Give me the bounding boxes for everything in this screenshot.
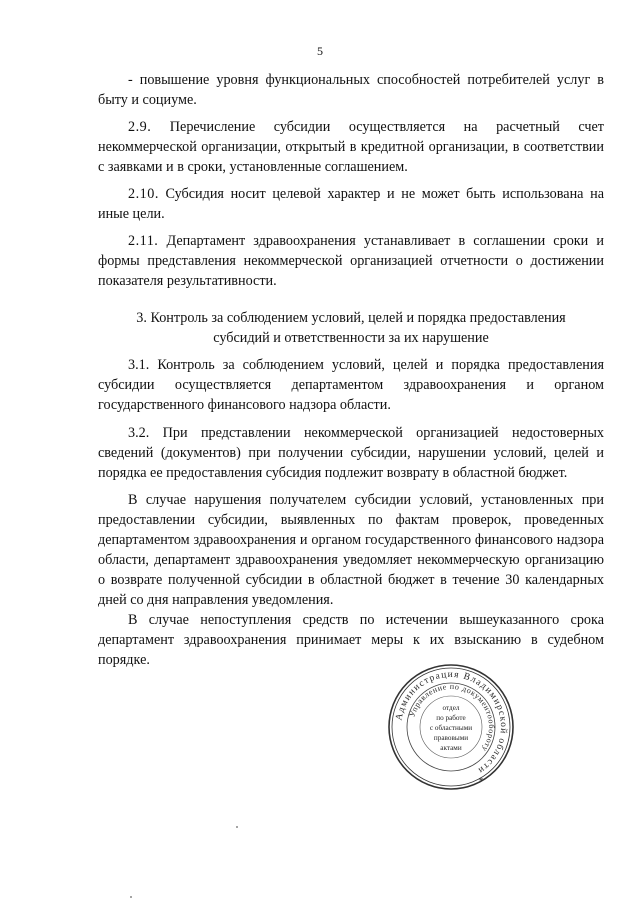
clause-text: Перечисление субсидии осуществляется на расчетный счет некоммерческой организации, открытый в кредитной организации, в соответствии с заявками и в сроки, установленные соглашением. bbox=[98, 119, 604, 175]
scan-speck bbox=[236, 826, 238, 828]
clause-text: Субсидия носит целевой характер и не может быть использована на иные цели. bbox=[98, 186, 604, 222]
paragraph-3-2: 3.2. При представлении некоммерческой организацией недостоверных сведений (документов) при получении субсидии, нарушении условий, целей и порядка ее предоставления субсидия подлежит возврату в областной бюджет. bbox=[98, 425, 604, 481]
clause-number: 2.10. bbox=[128, 186, 159, 202]
clause-text: Департамент здравоохранения устанавливает в соглашении сроки и формы представления некоммерческой организацией отчетности о достижении показателя результативности. bbox=[98, 233, 604, 289]
paragraph-2-8-item: - повышение уровня функциональных способностей потребителей услуг в быту и социуме. bbox=[98, 72, 604, 108]
stamp-star-icon: * bbox=[478, 776, 484, 786]
scan-speck bbox=[130, 896, 132, 898]
stamp-center-line: актами bbox=[440, 744, 462, 752]
stamp-center-line: отдел bbox=[442, 704, 460, 712]
page-number: 5 bbox=[317, 44, 323, 58]
stamp-center-line: по работе bbox=[436, 714, 466, 722]
paragraph-3-1: 3.1. Контроль за соблюдением условий, целей и порядка предоставления субсидии осуществляется департаментом здравоохранения и органом государственного финансового надзора области. bbox=[98, 357, 604, 413]
paragraph-3-non-receipt: В случае непоступления средств по истечении вышеуказанного срока департамент здравоохранения принимает меры к их взысканию в судебном порядке. bbox=[98, 612, 604, 668]
paragraph-2-9 bbox=[98, 117, 604, 177]
clause-number: 2.11. bbox=[128, 233, 159, 249]
stamp-seal-icon bbox=[386, 662, 516, 792]
section-heading-line: субсидий и ответственности за их нарушение bbox=[213, 330, 489, 346]
section-3-heading bbox=[98, 308, 604, 348]
paragraph-3-violation: В случае нарушения получателем субсидии условий, установленных при предоставлении субсидии, выявленных по фактам проверок, проведенных департаментом здравоохранения и органом государственного финансового надзора области, департамент здравоохранения уведомляет некоммерческую организацию о возврате полученной субсидии в областной бюджет в течение 30 календарных дней со дня направления уведомления. bbox=[98, 492, 604, 608]
stamp-inner-text: Управление по документообороту bbox=[407, 681, 497, 754]
clause-number: 2.9. bbox=[128, 119, 152, 135]
section-heading-line: 3. Контроль за соблюдением условий, целей и порядка предоставления bbox=[136, 310, 566, 326]
paragraph-2-11 bbox=[98, 231, 604, 291]
stamp-outer-text: Администрация Владимирской области bbox=[394, 669, 509, 776]
stamp-center-line: правовыми bbox=[433, 734, 469, 742]
official-stamp bbox=[386, 662, 516, 792]
stamp-center-line: с областными bbox=[429, 724, 473, 732]
paragraph-2-10 bbox=[98, 184, 604, 224]
